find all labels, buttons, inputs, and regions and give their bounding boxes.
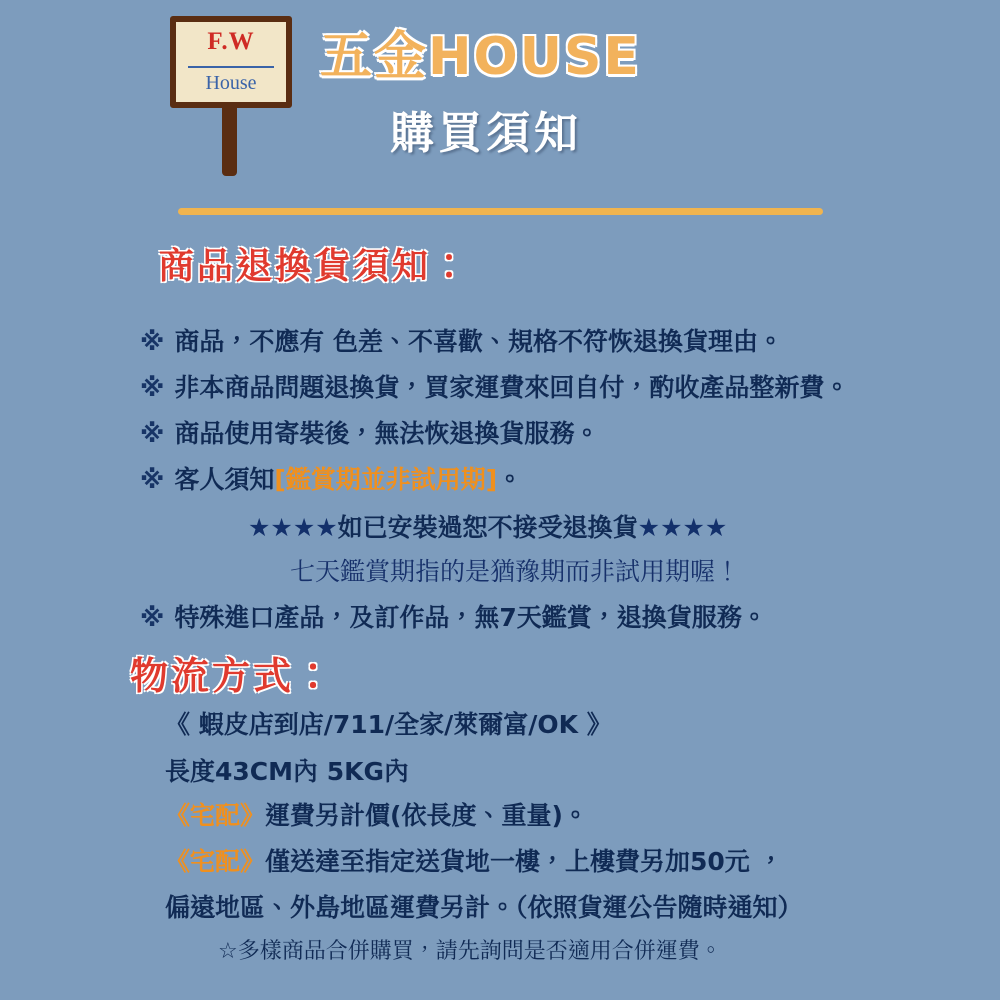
returns-item-1-text: 商品，不應有 色差、不喜歡、規格不符恢退換貨理由。 [174, 327, 784, 356]
signboard-divider [188, 66, 274, 68]
returns-star-text: 如已安裝過恕不接受退換貨 [337, 513, 638, 542]
home-delivery-tag: 《宅配》 [165, 847, 266, 876]
returns-notice-highlight: [鑑賞期並非試用期] [274, 465, 498, 494]
page-title: 五金HOUSE [320, 27, 641, 87]
shipping-line-1: 《 蝦皮店到店/711/全家/萊爾富/OK 》 [165, 710, 612, 739]
shipping-line-6: ☆多樣商品合併購買，請先詢問是否適用合併運費。 [218, 939, 722, 964]
returns-item-last [140, 598, 767, 634]
bullet-icon: ※ [140, 327, 165, 356]
bullet-icon: ※ [140, 603, 165, 632]
logo-bottom-text: House [205, 72, 257, 94]
stars-right-icon: ★★★★ [637, 513, 728, 542]
returns-item-2 [140, 368, 849, 404]
stars-left-icon: ★★★★ [248, 513, 338, 542]
shipping-section-heading: 物流方式： [130, 654, 336, 698]
returns-item-3-text: 商品使用寄裝後，無法恢退換貨服務。 [174, 419, 600, 448]
signboard-frame [170, 16, 292, 108]
bullet-icon: ※ [140, 419, 165, 448]
shipping-line-4 [165, 842, 784, 878]
returns-notice-prefix: 客人須知 [174, 465, 275, 494]
returns-note: 七天鑑賞期指的是猶豫期而非試用期喔！ [290, 557, 741, 586]
header [0, 0, 1000, 200]
title-block [320, 27, 880, 161]
shipping-line-2: 長度43CM內 5KG內 [165, 757, 410, 786]
shipping-line-3-text: 運費另計價(依長度、重量)。 [265, 801, 588, 830]
returns-notice [140, 460, 522, 496]
bullet-icon: ※ [140, 373, 165, 402]
header-divider [178, 208, 823, 215]
signboard-post [222, 108, 237, 176]
page-subtitle: 購買須知 [390, 107, 582, 159]
shipping-line-4-text: 僅送達至指定送貨地一樓，上樓費另加50元 ， [265, 847, 784, 876]
shipping-line-3 [165, 796, 588, 832]
shipping-line-5: 偏遠地區、外島地區運費另計。（依照貨運公告隨時通知） [165, 893, 803, 922]
shop-signboard-icon [170, 16, 300, 191]
returns-item-3 [140, 414, 599, 450]
returns-item-1 [140, 322, 783, 358]
logo-top-text: F.W [207, 28, 255, 55]
bullet-icon: ※ [140, 465, 165, 494]
returns-section-heading: 商品退換貨須知： [158, 246, 471, 287]
returns-star-line [248, 508, 727, 544]
returns-item-last-text: 特殊進口產品，及訂作品，無7天鑑賞，退換貨服務。 [174, 603, 767, 632]
home-delivery-tag: 《宅配》 [165, 801, 266, 830]
returns-item-2-text: 非本商品問題退換貨，買家運費來回自付，酌收產品整新費。 [174, 373, 850, 402]
returns-notice-suffix: 。 [497, 465, 523, 494]
